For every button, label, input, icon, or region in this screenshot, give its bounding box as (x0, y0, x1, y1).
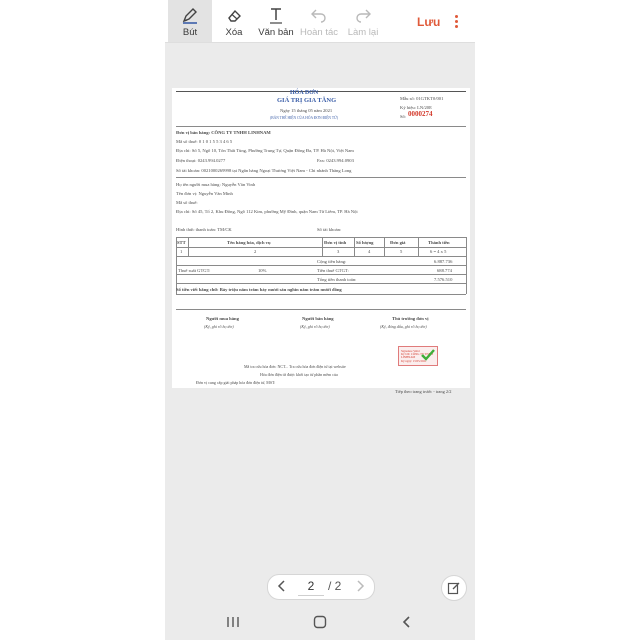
table-index-2: 2 (254, 249, 257, 254)
invoice-date: Ngày 15 tháng 05 năm 2021 (280, 108, 333, 113)
seller-address: Địa chỉ: Số 5, Ngõ 10, Tôn Thất Tùng, Phường Trung Tự, Quận Đống Đa, TP. Hà Nội, Việt Nam (176, 148, 354, 153)
footer-lookup: Mã tra cứu hóa đơn: NCT... Tra cứu hóa đơn điện tử tại website (244, 364, 346, 369)
table-header-quantity: Số lượng (356, 240, 374, 245)
recents-icon[interactable] (223, 612, 243, 632)
table-index-3: 3 (337, 249, 340, 254)
seller-fax: Fax: 0243.994.0903 (317, 158, 354, 163)
table-header-unit: Đơn vị tính (324, 240, 347, 245)
invoice-number: 0000274 (408, 110, 433, 118)
signature-head-title: Thủ trưởng đơn vị (392, 316, 429, 321)
redo-button[interactable] (341, 0, 385, 42)
buyer-name: Họ tên người mua hàng: Nguyễn Văn Vinh (176, 182, 256, 187)
undo-label: Hoàn tác (299, 27, 339, 38)
previous-page-button[interactable] (274, 578, 290, 594)
edit-toolbar (165, 0, 475, 43)
more-options-icon[interactable] (451, 13, 461, 31)
grand-total-label: Tổng tiền thanh toán: (317, 277, 357, 282)
current-page-input[interactable]: 2 (298, 578, 324, 596)
invoice-title-vat: GIÁ TRỊ GIA TĂNG (277, 97, 337, 104)
redo-label: Làm lại (347, 27, 379, 38)
pen-tool-label: Bút (182, 27, 198, 38)
total-goods-value: 6.887.736 (434, 259, 453, 264)
signature-seller-title: Người bán hàng (302, 316, 334, 321)
invoice-number-label: Số: (400, 114, 407, 119)
table-index-4: 4 (368, 249, 371, 254)
seller-tax-code: Mã số thuế: 0 1 0 1 5 5 3 4 6 5 (176, 139, 233, 144)
stamp-text: Signature Valid Ký bởi: CÔNG TY TNHH LINHNAM Ký ngày: 15/05/2021 (401, 349, 434, 363)
chevron-right-icon (355, 580, 365, 592)
vat-rate-value: 10% (258, 268, 267, 273)
footer-provider: Đơn vị cung cấp giải pháp hóa đơn điện tử, MST: (196, 380, 276, 385)
buyer-company: Tên đơn vị: Nguyễn Văn Minh (176, 191, 233, 196)
table-index-6: 6 = 4 x 5 (430, 249, 447, 254)
footer-software: Hóa đơn điện tử được khởi tạo từ phần mềm của (260, 372, 338, 377)
page-navigator (267, 574, 375, 600)
save-button[interactable]: Lưu (417, 15, 441, 29)
payment-method: Hình thức thanh toán: TM/CK (176, 227, 232, 232)
redo-icon (341, 5, 385, 25)
invoice-symbol: Ký hiệu: LN/20E (400, 105, 432, 110)
next-page-button[interactable] (352, 578, 368, 594)
total-pages: / 2 (328, 579, 342, 593)
phone-screen (165, 0, 475, 640)
table-header-index: STT (177, 240, 186, 245)
seller-phone: Điện thoại: 0243.994.0277 (176, 158, 226, 163)
table-header-amount: Thành tiền (428, 240, 450, 245)
system-navigation-bar (165, 604, 475, 640)
document-page (172, 88, 470, 388)
total-goods-label: Cộng tiền hàng: (317, 259, 347, 264)
digital-signature-stamp (398, 346, 438, 366)
signature-seller-note: (Ký, ghi rõ họ tên) (300, 324, 330, 329)
signature-buyer-title: Người mua hàng (206, 316, 239, 321)
text-icon (254, 5, 298, 25)
chevron-left-icon (277, 580, 287, 592)
seller-name: Đơn vị bán hàng: CÔNG TY TNHH LINHNAM (176, 130, 271, 135)
invoice-subtitle: (BẢN THỂ HIỆN CỦA HÓA ĐƠN ĐIỆN TỬ) (270, 116, 339, 120)
signature-buyer-note: (Ký, ghi rõ họ tên) (204, 324, 234, 329)
text-tool-label: Văn bản (258, 27, 294, 38)
home-icon[interactable] (310, 612, 330, 632)
grand-total-value: 7.576.510 (434, 277, 453, 282)
eraser-tool-label: Xóa (225, 27, 243, 38)
vat-rate-label: Thuế suất GTGT: (178, 268, 211, 273)
signature-head-note: (Ký, đóng dấu, ghi rõ họ tên) (380, 324, 427, 329)
back-icon[interactable] (397, 612, 417, 632)
buyer-tax-code: Mã số thuế: (176, 200, 198, 205)
undo-icon (297, 5, 341, 25)
table-index-1: 1 (180, 249, 183, 254)
vat-amount-value: 688.774 (437, 268, 452, 273)
buyer-account: Số tài khoản: (317, 227, 342, 232)
eraser-icon (212, 5, 256, 25)
edit-icon (447, 581, 461, 595)
invoice-title: HÓA ĐƠN (290, 90, 319, 96)
table-index-5: 5 (400, 249, 403, 254)
checkmark-icon (421, 349, 435, 361)
amount-in-words: Số tiền viết bằng chữ: Bảy triệu năm trăm bảy mươi sáu nghìn năm trăm mười đồng (176, 287, 342, 292)
seller-bank-account: Số tài khoản: 0021000269998 tại Ngân hàng Ngoại Thương Việt Nam - Chi nhánh Thăng Long (176, 168, 352, 173)
continued-note: Tiếp theo trang trước - trang 2/2 (395, 389, 452, 394)
table-header-price: Đơn giá (390, 240, 406, 245)
table-header-item: Tên hàng hóa, dịch vụ (227, 240, 271, 245)
edit-document-button[interactable] (441, 575, 467, 601)
invoice-form-number: Mẫu số: 01GTKT0/001 (400, 96, 444, 101)
vat-amount-label: Tiền thuế GTGT: (317, 268, 349, 273)
pen-icon (168, 5, 212, 25)
buyer-address: Địa chỉ: Số 45, Tổ 2, Khu Đông, Ngõ 112 Kim, phường Mỹ Đình, quận Nam Từ Liêm, TP. Hà Nội (176, 209, 358, 214)
